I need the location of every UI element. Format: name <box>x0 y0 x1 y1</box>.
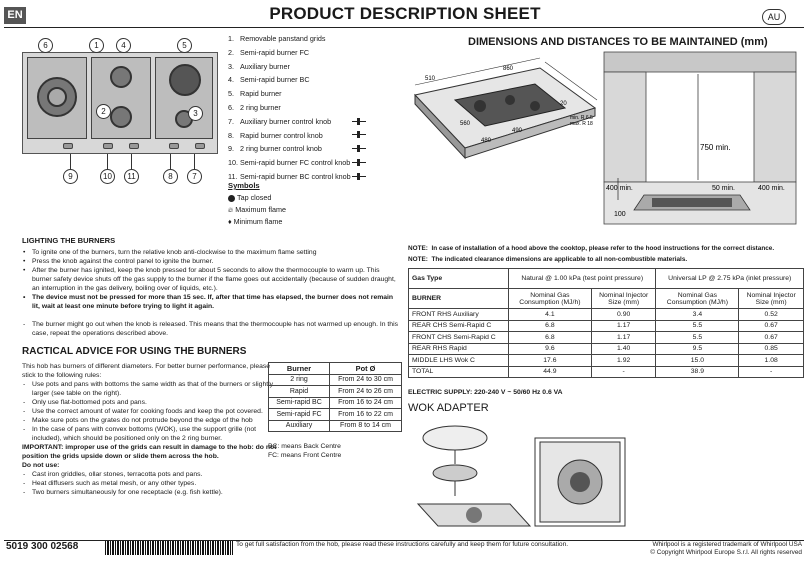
list-item: 8. Rapid burner control knob <box>228 129 366 143</box>
two-ring-inner-shape <box>47 87 67 107</box>
list-item: 9. 2 ring burner control knob <box>228 142 366 156</box>
table-row: TOTAL 44.9 - 38.9 - <box>409 366 804 378</box>
semi-rapid-fc-shape <box>110 106 132 128</box>
footer-note: To get full satisfaction from the hob, please read these instructions carefully and keep them for future consultation. <box>236 541 569 548</box>
leader-line <box>131 154 132 169</box>
list-item: 6. 2 ring burner <box>228 102 281 112</box>
advice-body: This hob has burners of different diameters. For better burner performance, please stick to the following rules: - Use pots and pans with bottoms the same width as that of the burners or slightly larger (see table on the right). - Only use flat-bottomed pots and pans. - Use the correct amount of water for cooking foods and keep the pot covered. - Make sure pots on the grates do not protrude beyond the edge of the hob - In the case of pans with convex bottoms (WOK), use the support grille (not included), which should be positioned only on the 2 ring burner. IMPORTANT: improper use of the grids can result in damage to the hob: do not position the grids upside down or slide them across the hob. Do not use: - Cast iron griddles, ollar stones, terracotta pots and pans. - Heat diffusers such as metal mesh, or any other types. - Two burners simultaneously for one receptacle (e.g. fish kettle). <box>22 362 280 497</box>
knob-position-icon <box>352 145 366 153</box>
leader-line <box>70 154 71 169</box>
callout-9: 9 <box>63 169 78 184</box>
callout-11: 11 <box>124 169 139 184</box>
semi-rapid-bc-shape <box>110 66 132 88</box>
pot-table-legend: BC: means Back Centre FC: means Front Centre <box>268 443 342 459</box>
dim-label: 20 <box>560 101 567 107</box>
list-item: - Only use flat-bottomed pots and pans. <box>22 398 280 407</box>
list-item: • To ignite one of the burners, turn the relative knob anti-clockwise to the maximum flame setting <box>22 248 400 257</box>
list-item: 7. Auxiliary burner control knob <box>228 115 366 129</box>
advice-heading: RACTICAL ADVICE FOR USING THE BURNERS <box>22 346 247 357</box>
dim-label: 100 <box>614 211 626 218</box>
list-item: - In the case of pans with convex bottoms (WOK), use the support grille (not included), which should be positioned only on the 2 ring burner. <box>22 425 280 443</box>
list-item: • Press the knob against the control panel to ignite the burner. <box>22 257 400 266</box>
center-grid <box>91 57 151 139</box>
wok-adapter-diagram <box>410 418 800 536</box>
header-rule <box>4 27 804 28</box>
list-item: - The burner might go out when the knob is released. This means that the thermocouple has not warmed up enough. In this case, repeat the operations described above. <box>22 320 400 338</box>
dim-label: 50 min. <box>712 185 735 192</box>
callout-7: 7 <box>187 169 202 184</box>
page-title: PRODUCT DESCRIPTION SHEET <box>269 4 541 23</box>
table-row: REAR CHS Semi-Rapid C 6.8 1.17 5.5 0.67 <box>409 320 804 332</box>
max-flame-icon: 🔥︎ <box>228 205 234 214</box>
table-row: Rapid From 24 to 26 cm <box>269 386 402 398</box>
symbols-legend: Symbols Tap closed 🔥︎ Maximum flame ♦ Minimum flame <box>228 181 287 226</box>
list-item: 3. Auxiliary burner <box>228 61 290 71</box>
callout-10: 10 <box>100 169 115 184</box>
knob-shape <box>103 143 113 149</box>
dim-label: min. R 6.5 <box>570 115 593 121</box>
list-item: 2. Semi-rapid burner FC <box>228 47 310 57</box>
left-grid <box>27 57 87 139</box>
dim-label: 490 <box>512 128 523 134</box>
gas-table: Gas Type Natural @ 1.00 kPa (test point pressure) Universal LP @ 2.75 kPa (inlet pressure) BURNER Nominal Gas Consumption (MJ/h) Nominal Injector Size (mm) Nominal Gas Consumption (MJ/h) Nominal Injector Size (mm) FRONT RHS Auxiliary 4.1 0.90 3.4 0.52 REAR CHS Semi-Rapid C 6.8 1.17 5.5 0.67 FRONT CHS Semi-Rapid C 6.8 1.17 5.5 0.67 REAR RHS Rapid 9.6 1.40 9.5 0.85 MIDDLE LHS Wok C 17.6 1.92 15.0 1.08 TOTAL 44.9 - 38.9 - <box>408 268 804 378</box>
min-flame-icon: ♦ <box>228 217 232 226</box>
list-item: 11. Semi-rapid burner BC control knob <box>228 170 366 184</box>
table-row: FRONT CHS Semi-Rapid C 6.8 1.17 5.5 0.67 <box>409 332 804 344</box>
list-item: 1. Removable panstand grids <box>228 34 326 43</box>
knob-position-icon <box>352 131 366 139</box>
list-item: • After the burner has ignited, keep the knob pressed for about 5 seconds to allow the thermocouple to warm up. This burner safety device shuts off the gas supply to the burner if the flame goes out accidentally (because of sudden draught, an interruption in the gas delivery, boiling over of liquids, etc.). <box>22 266 400 293</box>
lighting-heading: LIGHTING THE BURNERS <box>22 236 116 245</box>
table-row: 2 ring From 24 to 30 cm <box>269 374 402 386</box>
product-code: 5019 300 02568 <box>6 541 79 552</box>
dim-label: 750 min. <box>700 143 731 152</box>
language-badge: EN <box>4 7 26 24</box>
list-item: - Make sure pots on the grates do not protrude beyond the edge of the hob <box>22 416 280 425</box>
symbols-heading: Symbols <box>228 181 260 190</box>
table-row: MIDDLE LHS Wok C 17.6 1.92 15.0 1.08 <box>409 355 804 367</box>
callout-8: 8 <box>163 169 178 184</box>
knob-position-icon <box>352 118 366 126</box>
barcode <box>105 541 233 555</box>
installation-diagram <box>600 50 800 228</box>
table-row: FRONT RHS Auxiliary 4.1 0.90 3.4 0.52 <box>409 309 804 321</box>
dimensions-title: DIMENSIONS AND DISTANCES TO BE MAINTAINED (mm) <box>468 36 768 48</box>
lighting-note <box>22 320 400 338</box>
knob-shape <box>169 143 179 149</box>
parts-list <box>228 32 366 184</box>
leader-line <box>170 154 171 169</box>
hob-dimension-diagram <box>405 50 600 170</box>
wok-heading: WOK ADAPTER <box>408 402 489 414</box>
electric-supply: ELECTRIC SUPPLY: 220-240 V ~ 50/60 Hz 0.6 VA <box>408 389 563 396</box>
callout-5: 5 <box>177 38 192 53</box>
knob-position-icon <box>352 173 366 181</box>
callout-1: 1 <box>89 38 104 53</box>
table-row: Auxiliary From 8 to 14 cm <box>269 420 402 432</box>
dim-label: 860 <box>503 66 514 72</box>
callout-2: 2 <box>96 104 111 119</box>
country-badge: AU <box>762 9 786 25</box>
knob-shape <box>195 143 205 149</box>
callout-6: 6 <box>38 38 53 53</box>
pot-size-table: Burner Pot Ø 2 ring From 24 to 30 cm Rapid From 24 to 26 cm Semi-rapid BC From 16 to 24 cm Semi-rapid FC From 16 to 22 cm Auxiliary From 8 to 14 cm <box>268 362 402 432</box>
list-item: • The device must not be pressed for more than 15 sec. If, after that time has elapsed, the burner does not remain lit, wait at least one minute before trying to light it again. <box>22 293 400 311</box>
list-item: - Two burners simultaneously for one receptacle (e.g. fish kettle). <box>22 488 280 497</box>
dim-label: 400 min. <box>606 185 633 192</box>
copyright: Whirlpool is a registered trademark of Whirlpool USA © Copyright Whirlpool Europe S.r.l. All rights reserved <box>650 541 802 556</box>
dim-label: 560 <box>460 121 471 127</box>
list-item: 5. Rapid burner <box>228 89 282 99</box>
hob-illustration <box>22 52 218 154</box>
knob-position-icon <box>352 159 366 167</box>
callout-3: 3 <box>188 106 203 121</box>
table-row: Semi-rapid BC From 16 to 24 cm <box>269 397 402 409</box>
knob-shape <box>63 143 73 149</box>
tap-closed-icon <box>228 195 235 202</box>
dim-label: 480 <box>481 138 492 144</box>
callout-4: 4 <box>116 38 131 53</box>
list-item: - Use the correct amount of water for cooking foods and keep the pot covered. <box>22 407 280 416</box>
list-item: - Cast iron griddles, ollar stones, terracotta pots and pans. <box>22 470 280 479</box>
list-item: - Use pots and pans with bottoms the same width as that of the burners or slightly larger (see table on the right). <box>22 380 280 398</box>
list-item: 10. Semi-rapid burner FC control knob <box>228 156 366 170</box>
table-row: REAR RHS Rapid 9.6 1.40 9.5 0.85 <box>409 343 804 355</box>
notes: NOTE: In case of installation of a hood above the cooktop, please refer to the hood instructions for the correct distance. NOTE: The indicated clearance dimensions are applicable to all non-combustible materials. <box>408 245 775 263</box>
right-grid <box>155 57 213 139</box>
dim-label: 400 min. <box>758 185 785 192</box>
dim-label: 510 <box>425 76 436 82</box>
knob-shape <box>129 143 139 149</box>
table-row: Semi-rapid FC From 16 to 22 cm <box>269 409 402 421</box>
dim-label: max. R 18 <box>570 121 593 127</box>
list-item: 4. Semi-rapid burner BC <box>228 75 310 85</box>
leader-line <box>107 154 108 169</box>
rapid-burner-shape <box>169 64 201 96</box>
lighting-list <box>22 248 400 311</box>
list-item: - Heat diffusers such as metal mesh, or any other types. <box>22 479 280 488</box>
leader-line <box>194 154 195 169</box>
